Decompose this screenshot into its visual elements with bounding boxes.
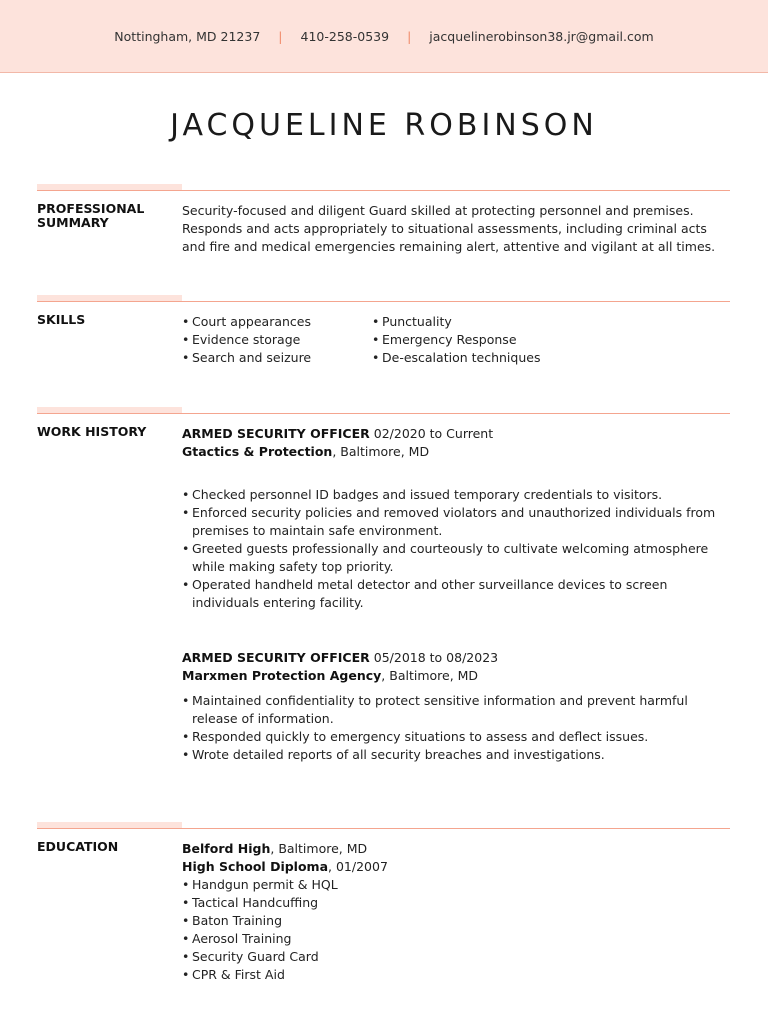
skill-item: • Evidence storage bbox=[182, 331, 372, 349]
job-entry bbox=[182, 649, 730, 764]
job-company: Marxmen Protection Agency bbox=[182, 668, 382, 683]
job-heading bbox=[182, 425, 730, 443]
skill-item: • Punctuality bbox=[372, 313, 562, 331]
education-item: • CPR & First Aid bbox=[182, 966, 730, 984]
skill-item: • Search and seizure bbox=[182, 349, 372, 367]
education-school: Belford High bbox=[182, 841, 271, 856]
job-role: ARMED SECURITY OFFICER bbox=[182, 426, 370, 441]
contact-separator: | bbox=[278, 28, 283, 44]
job-location: , Baltimore, MD bbox=[332, 444, 430, 459]
job-bullets bbox=[182, 692, 730, 764]
education-title: EDUCATION bbox=[37, 839, 119, 854]
work-title: WORK HISTORY bbox=[37, 424, 147, 439]
contact-bar bbox=[0, 0, 768, 73]
skill-item: • De-escalation techniques bbox=[372, 349, 562, 367]
education-degree-line bbox=[182, 858, 730, 876]
contact-email: jacquelinerobinson38.jr@gmail.com bbox=[429, 28, 654, 44]
job-heading bbox=[182, 649, 730, 667]
skills-list-1 bbox=[182, 313, 372, 367]
contact-separator: | bbox=[407, 28, 412, 44]
job-company-line bbox=[182, 667, 730, 685]
job-role: ARMED SECURITY OFFICER bbox=[182, 650, 370, 665]
education-item: • Handgun permit & HQL bbox=[182, 876, 730, 894]
job-entry bbox=[182, 425, 730, 612]
job-bullet: • Enforced security policies and removed violators and unauthorized individuals from premises to maintain safe environment. bbox=[182, 504, 730, 540]
job-bullets bbox=[182, 486, 730, 612]
contact-address: Nottingham, MD 21237 bbox=[114, 28, 261, 44]
education-item: • Aerosol Training bbox=[182, 930, 730, 948]
candidate-name: JACQUELINE ROBINSON bbox=[170, 108, 598, 143]
job-bullet: • Responded quickly to emergency situations to assess and deflect issues. bbox=[182, 728, 730, 746]
job-company: Gtactics & Protection bbox=[182, 444, 333, 459]
job-company-line bbox=[182, 443, 730, 461]
section-divider bbox=[37, 301, 730, 302]
skill-item: • Emergency Response bbox=[372, 331, 562, 349]
job-bullet: • Maintained confidentiality to protect sensitive information and prevent harmful release of information. bbox=[182, 692, 730, 728]
job-bullet: • Greeted guests professionally and courteously to cultivate welcoming atmosphere while making safety top priority. bbox=[182, 540, 730, 576]
job-dates: 05/2018 to 08/2023 bbox=[369, 650, 499, 665]
job-bullet: • Wrote detailed reports of all security breaches and investigations. bbox=[182, 746, 730, 764]
education-item: • Baton Training bbox=[182, 912, 730, 930]
education-location: , Baltimore, MD bbox=[270, 841, 368, 856]
education-school-line bbox=[182, 840, 730, 858]
job-bullet: • Checked personnel ID badges and issued temporary credentials to visitors. bbox=[182, 486, 730, 504]
job-dates: 02/2020 to Current bbox=[369, 426, 494, 441]
section-divider bbox=[37, 190, 730, 191]
summary-title: PROFESSIONAL SUMMARY bbox=[37, 201, 145, 230]
skill-item: • Court appearances bbox=[182, 313, 372, 331]
education-date: , 01/2007 bbox=[328, 859, 388, 874]
contact-phone: 410-258-0539 bbox=[300, 28, 390, 44]
section-divider bbox=[37, 828, 730, 829]
education-item: • Tactical Handcuffing bbox=[182, 894, 730, 912]
education-item: • Security Guard Card bbox=[182, 948, 730, 966]
education-items bbox=[182, 876, 730, 984]
skills-title: SKILLS bbox=[37, 312, 86, 327]
summary-text: Security-focused and diligent Guard skilled at protecting personnel and premises. Responds and acts appropriately to situational assessments, including criminal acts and fire and medical emergencies remaining alert, attentive and vigilant at all times. bbox=[182, 203, 716, 254]
job-location: , Baltimore, MD bbox=[381, 668, 479, 683]
skills-list-2 bbox=[372, 313, 562, 367]
education-degree: High School Diploma bbox=[182, 859, 329, 874]
section-divider bbox=[37, 413, 730, 414]
job-bullet: • Operated handheld metal detector and other surveillance devices to screen individuals entering facility. bbox=[182, 576, 730, 612]
